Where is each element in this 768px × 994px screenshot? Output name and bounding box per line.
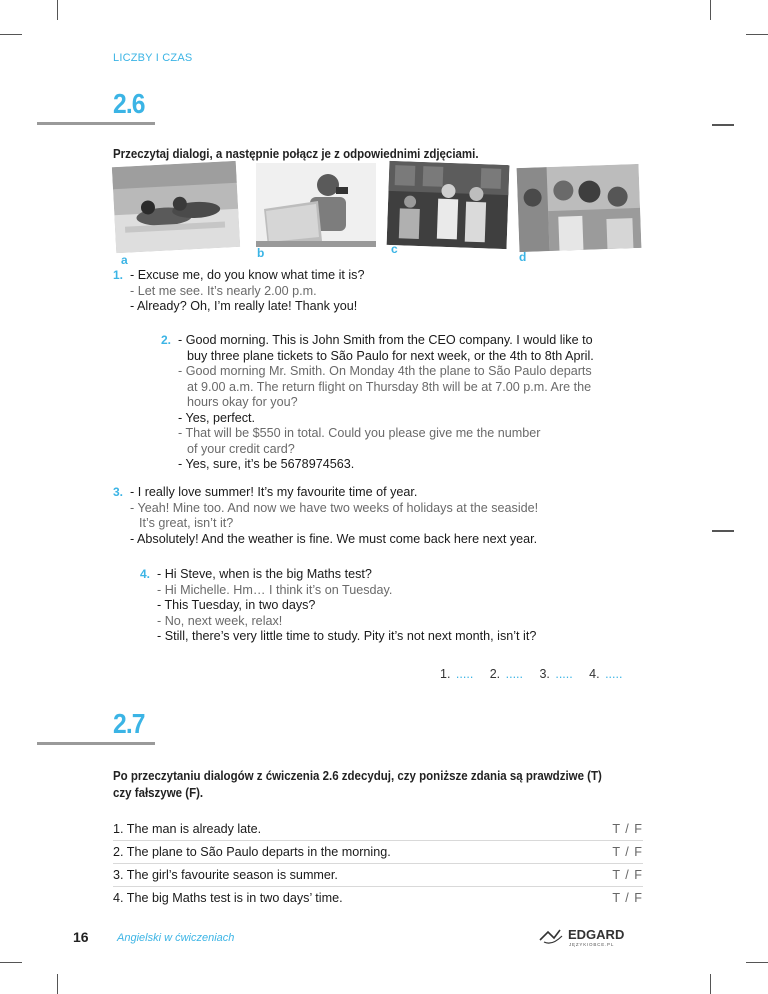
- dialogue-line: of your credit card?: [187, 441, 295, 456]
- exercise-instruction: Przeczytaj dialogi, a następnie połącz je z odpowiednimi zdjęciami.: [113, 147, 479, 161]
- crop-mark: [0, 962, 22, 963]
- section-rule: [37, 122, 155, 125]
- answer-blank[interactable]: .....: [555, 667, 573, 681]
- dialogue-line: - Hi Steve, when is the big Maths test?: [157, 567, 372, 581]
- crop-mark: [746, 34, 768, 35]
- section-rule: [37, 742, 155, 745]
- dialogue-number: 3.: [113, 485, 124, 499]
- man-on-phone-at-laptop-photo: [256, 163, 376, 247]
- answer-label: 1.: [440, 667, 451, 681]
- registration-mark: [712, 124, 734, 126]
- dialogue-1: [113, 268, 365, 315]
- statement-text: 1. The man is already late.: [113, 822, 262, 836]
- true-false-choice[interactable]: T / F: [612, 845, 643, 859]
- dialogue-number: 1.: [113, 268, 124, 282]
- dialogue-line: - Good morning. This is John Smith from the CEO company. I would like to: [178, 333, 593, 347]
- photo-label-b: b: [257, 246, 265, 260]
- statement-text: 3. The girl’s favourite season is summer.: [113, 868, 338, 882]
- dialogue-number: 4.: [140, 567, 151, 581]
- logo-subtext: JĘZYKIOBCE.PL: [569, 942, 615, 947]
- dialogue-line: - This Tuesday, in two days?: [157, 598, 316, 612]
- statement-text: 2. The plane to São Paulo departs in the morning.: [113, 845, 391, 859]
- instruction-line: Po przeczytaniu dialogów z ćwiczenia 2.6 zdecyduj, czy poniższe zdania są prawdziwe (T): [113, 769, 602, 783]
- divider: [113, 840, 643, 841]
- dialogue-line: - Yeah! Mine too. And now we have two weeks of holidays at the seaside!: [130, 500, 539, 515]
- answer-blank[interactable]: .....: [605, 667, 623, 681]
- dialogue-number: 2.: [161, 333, 172, 347]
- crop-mark: [710, 0, 711, 20]
- dialogue-line: - Still, there’s very little time to study. Pity it’s not next month, isn’t it?: [157, 629, 537, 643]
- answer-slots: [440, 667, 622, 681]
- answer-label: 3.: [539, 667, 550, 681]
- dialogue-line: buy three plane tickets to São Paulo for next week, or the 4th to 8th April.: [187, 348, 594, 363]
- dialogue-line: - Already? Oh, I’m really late! Thank you!: [130, 299, 358, 313]
- answer-blank[interactable]: .....: [455, 667, 474, 681]
- registration-mark: [712, 530, 734, 532]
- dialogue-line: - Yes, sure, it’s be 5678974563.: [178, 457, 355, 471]
- dialogue-line: - Absolutely! And the weather is fine. We must come back here next year.: [130, 531, 538, 546]
- dialogue-line: - I really love summer! It’s my favourite time of year.: [130, 485, 418, 499]
- businessmen-talking-photo: [387, 161, 510, 249]
- dialogue-line: hours okay for you?: [187, 395, 298, 409]
- dialogue-line: It’s great, isn’t it?: [139, 516, 234, 530]
- dialogue-4: [140, 567, 537, 645]
- answer-label: 2.: [489, 667, 501, 681]
- group-of-friends-photo: [517, 164, 642, 252]
- photo-label-a: a: [121, 253, 128, 267]
- section-number: 2.6: [113, 88, 145, 119]
- dialogue-line: - Hi Michelle. Hm… I think it’s on Tuesday.: [157, 582, 393, 597]
- crop-mark: [746, 962, 768, 963]
- exercise-instruction: [113, 768, 656, 802]
- section-number: 2.7: [113, 708, 145, 739]
- photo-label-c: c: [391, 242, 398, 256]
- crop-mark: [57, 0, 58, 20]
- publisher-logo: [538, 924, 638, 948]
- statement-text: 4. The big Maths test is in two days’ time.: [113, 891, 343, 905]
- couple-on-beach-photo: [112, 161, 240, 253]
- answer-blank[interactable]: .....: [505, 667, 524, 681]
- dialogue-line: - Let me see. It’s nearly 2.00 p.m.: [130, 283, 317, 298]
- crop-mark: [0, 34, 22, 35]
- dialogue-line: - No, next week, relax!: [157, 613, 283, 628]
- crop-mark: [710, 974, 711, 994]
- photo-label-d: d: [519, 250, 527, 264]
- crop-mark: [57, 974, 58, 994]
- dialogue-2: [161, 333, 594, 473]
- book-title: Angielski w ćwiczeniach: [117, 932, 235, 944]
- logo-text: EDGARD: [568, 927, 625, 942]
- instruction-line: czy fałszywe (F).: [113, 786, 204, 800]
- dialogue-line: at 9.00 a.m. The return flight on Thursday 8th will be at 7.00 p.m. Are the: [187, 379, 592, 394]
- page-number: 16: [73, 929, 89, 945]
- true-false-choice[interactable]: T / F: [612, 891, 643, 905]
- true-false-choice[interactable]: T / F: [612, 868, 643, 882]
- answer-label: 4.: [589, 667, 600, 681]
- dialogue-line: - Yes, perfect.: [178, 410, 256, 425]
- dialogue-line: - That will be $550 in total. Could you please give me the number: [178, 426, 541, 440]
- running-head: LICZBY I CZAS: [113, 52, 193, 64]
- divider: [113, 863, 643, 864]
- dialogue-line: - Excuse me, do you know what time it is?: [130, 268, 365, 282]
- divider: [113, 886, 643, 887]
- dialogue-3: [113, 485, 539, 547]
- dialogue-line: - Good morning Mr. Smith. On Monday 4th the plane to São Paulo departs: [178, 364, 592, 378]
- true-false-choice[interactable]: T / F: [612, 822, 643, 836]
